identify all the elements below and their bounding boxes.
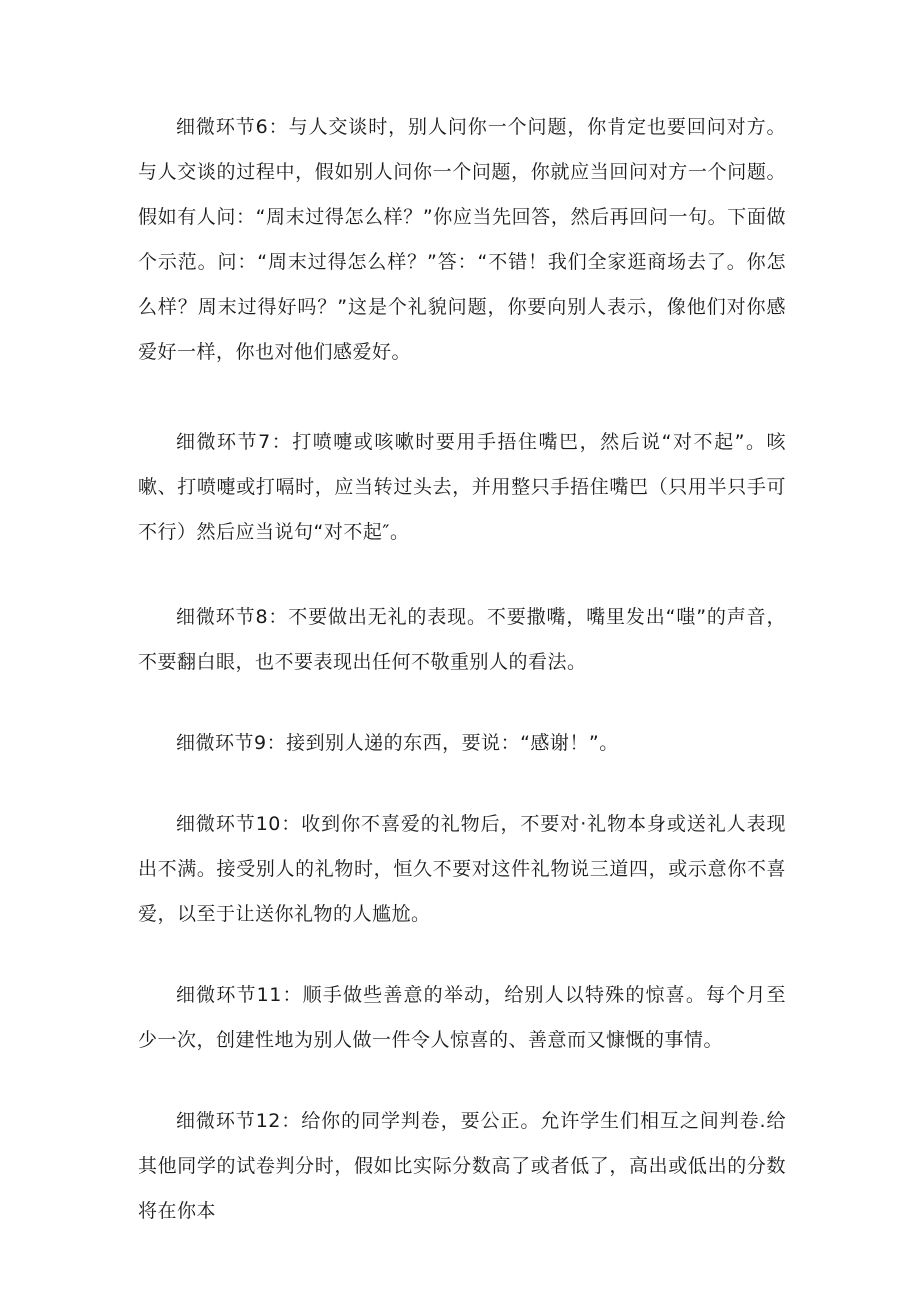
paragraph-detail-10: 细微环节10：收到你不喜爱的礼物后，不要对·礼物本身或送礼人表现出不满。接受别人的礼物时，恒久不要对这件礼物说三道四，或示意你不喜爱，以至于让送你礼物的人尴尬。 <box>138 813 786 925</box>
paragraph-spacer <box>138 766 786 802</box>
document-body <box>138 105 786 1234</box>
paragraph-spacer <box>138 1063 786 1099</box>
paragraph-detail-11: 细微环节11：顺手做些善意的举动，给别人以特殊的惊喜。每个月至少一次，创建性地为别人做一件令人惊喜的、善意而又慷慨的事情。 <box>138 984 786 1051</box>
paragraph-detail-7: 细微环节7：打喷嚏或咳嗽时要用手捂住嘴巴，然后说“对不起”。咳嗽、打喷嚏或打嗝时，应当转过头去，并用整只手捂住嘴巴（只用半只手可不行）然后应当说句“对不起″。 <box>138 431 786 543</box>
paragraph-spacer <box>138 685 786 721</box>
paragraph-detail-8: 细微环节8：不要做出无礼的表现。不要撒嘴，嘴里发出“嗤”的声音，不要翻白眼，也不要表现出任何不敬重别人的看法。 <box>138 606 786 673</box>
paragraph-spacer <box>138 375 786 420</box>
paragraph-detail-9: 细微环节9：接到别人递的东西，要说：“感谢！”。 <box>176 732 619 754</box>
paragraph-spacer <box>138 937 786 973</box>
paragraph-detail-12: 细微环节12：给你的同学判卷，要公正。允许学生们相互之间判卷.给其他同学的试卷判分时，假如比实际分数高了或者低了，高出或低出的分数将在你本 <box>138 1110 786 1222</box>
paragraph-spacer <box>138 555 786 595</box>
paragraph-detail-6: 细微环节6：与人交谈时，别人问你一个问题，你肯定也要回问对方。与人交谈的过程中，假如别人问你一个问题，你就应当回问对方一个问题。假如有人问：“周末过得怎么样？”你应当先回答，然后再回问一句。下面做个示范。问：“周末过得怎么样？”答：“不错！我们全家逛商场去了。你怎么样？周末过得好吗？”这是个礼貌问题，你要向别人表示，像他们对你感爱好一样，你也对他们感爱好。 <box>138 116 786 363</box>
